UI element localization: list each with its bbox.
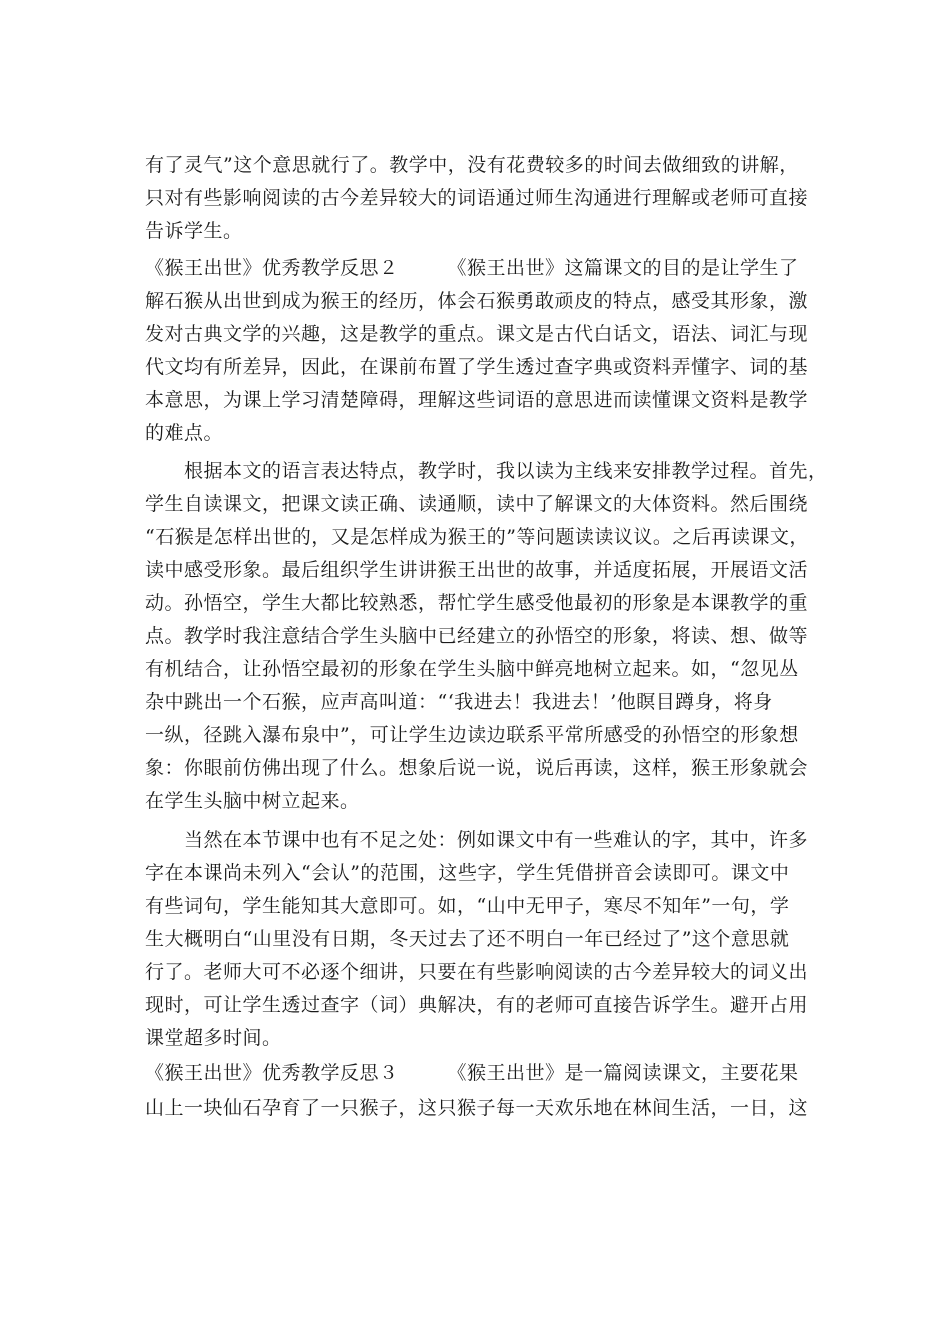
text-line: 发对古典文学的兴趣，这是教学的重点。课文是古代白话文，语法、词汇与现 xyxy=(145,323,809,345)
text-line: 有机结合，让孙悟空最初的形象在学生头脑中鲜亮地树立起来。如，“忽见丛 xyxy=(145,658,799,680)
text-line: 杂中跳出一个石猴，应声高叫道：“‘我进去！我进去！’他瞑目蹲身，将身 xyxy=(145,691,773,713)
text-line: 当然在本节课中也有不足之处：例如课文中有一些难认的字，其中，许多 xyxy=(145,829,809,851)
text-line: 学生自读课文，把课文读正确、读通顺，读中了解课文的大体资料。然后围绕 xyxy=(145,493,809,515)
text-line: 解石猴从出世到成为猴王的经历，体会石猴勇敢顽皮的特点，感受其形象，激 xyxy=(145,290,809,312)
text-line: 生大概明白“山里没有日期，冬天过去了还不明白一年已经过了”这个意思就 xyxy=(145,928,790,950)
text-line: 动。孙悟空，学生大都比较熟悉，帮忙学生感受他最初的形象是本课教学的重 xyxy=(145,592,809,614)
text-line: 点。教学时我注意结合学生头脑中已经建立的孙悟空的形象，将读、想、做等 xyxy=(145,625,809,647)
text-line: 现时，可让学生透过查字（词）典解决，有的老师可直接告诉学生。避开占用 xyxy=(145,994,809,1016)
text-line: 有些词句，学生能知其大意即可。如，“山中无甲子，寒尽不知年”一句，学 xyxy=(145,895,790,917)
text-line: 读中感受形象。最后组织学生讲讲猴王出世的故事，并适度拓展，开展语文活 xyxy=(145,559,809,581)
text-line: 代文均有所差异，因此，在课前布置了学生透过查字典或资料弄懂字、词的基 xyxy=(145,356,809,378)
text-line: 字在本课尚未列入“会认”的范围，这些字，学生凭借拼音会读即可。课文中 xyxy=(145,862,790,884)
text-line: “石猴是怎样出世的，又是怎样成为猴王的”等问题读读议议。之后再读课文， xyxy=(145,526,809,548)
text-line: 在学生头脑中树立起来。 xyxy=(145,790,360,812)
text-line: 有了灵气”这个意思就行了。教学中，没有花费较多的时间去做细致的讲解， xyxy=(145,154,799,176)
text-line: 本意思，为课上学习清楚障碍，理解这些词语的意思进而读懂课文资料是教学 xyxy=(145,389,809,411)
text-line: 课堂超多时间。 xyxy=(145,1027,282,1049)
text-line: 象：你眼前仿佛出现了什么。想象后说一说，说后再读，这样，猴王形象就会 xyxy=(145,757,809,779)
text-line: 的难点。 xyxy=(145,422,224,444)
text-line: 一纵，径跳入瀑布泉中”，可让学生边读边联系平常所感受的孙悟空的形象想 xyxy=(145,724,799,746)
section-heading-line: 《猴王出世》优秀教学反思３ 《猴王出世》是一篇阅读课文，主要花果 xyxy=(145,1062,799,1084)
text-line: 山上一块仙石孕育了一只猴子，这只猴子每一天欢乐地在林间生活，一日，这 xyxy=(145,1097,809,1119)
section-heading-line: 《猴王出世》优秀教学反思２ 《猴王出世》这篇课文的目的是让学生了 xyxy=(145,257,799,279)
text-line: 行了。老师大可不必逐个细讲，只要在有些影响阅读的古今差异较大的词义出 xyxy=(145,961,809,983)
text-line: 只对有些影响阅读的古今差异较大的词语通过师生沟通进行理解或老师可直接 xyxy=(145,187,809,209)
text-line: 根据本文的语言表达特点，教学时，我以读为主线来安排教学过程。首先， xyxy=(145,460,828,482)
text-line: 告诉学生。 xyxy=(145,220,243,242)
